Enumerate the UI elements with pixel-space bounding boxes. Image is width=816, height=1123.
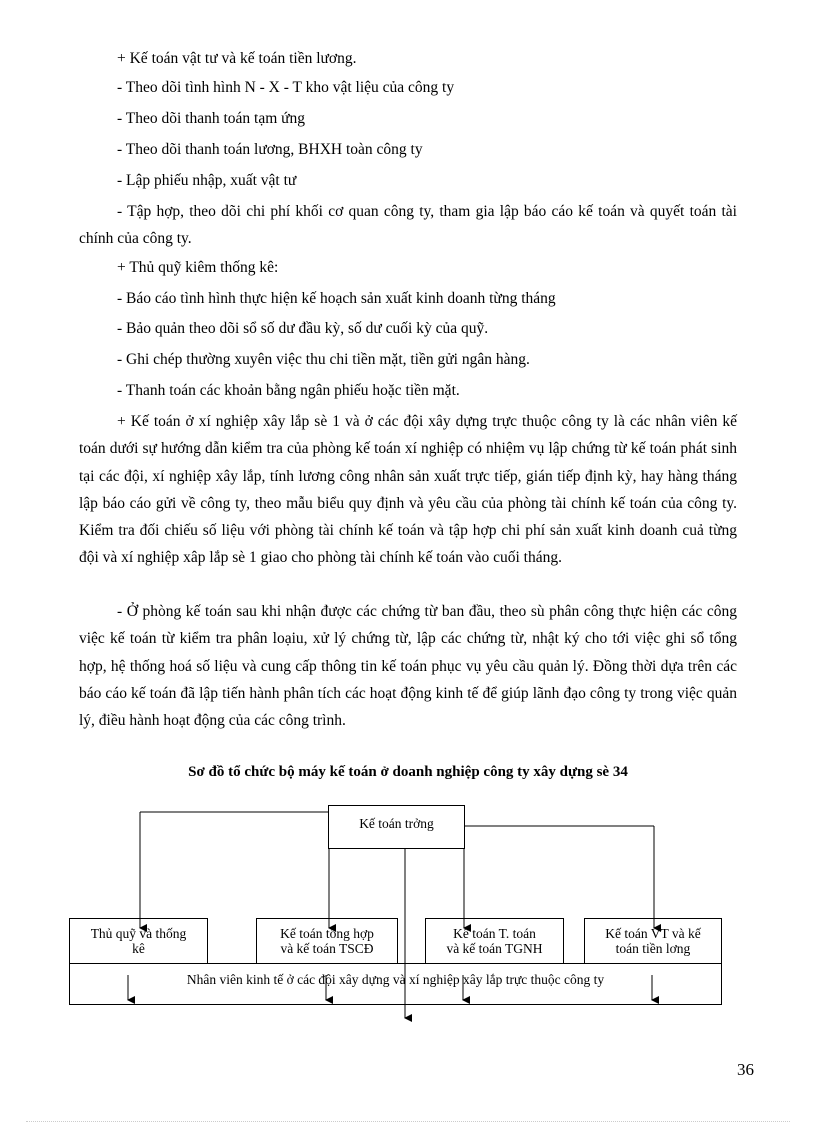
diagram-box-line: kê xyxy=(132,941,145,956)
text-line: - Theo dõi thanh toán lương, BHXH toàn công ty xyxy=(117,141,423,158)
diagram-box-payment xyxy=(425,918,564,964)
diagram-box-line: Kế toán tổng hợp xyxy=(280,926,374,941)
page-bottom-rule xyxy=(26,1121,790,1122)
text-line: - Bảo quản theo dõi sổ số dư đầu kỳ, số dư cuối kỳ của quỹ. xyxy=(117,320,489,337)
diagram-title: Sơ đồ tổ chức bộ máy kế toán ở doanh nghiệp công ty xây dựng sè 34 xyxy=(188,764,628,780)
diagram-box-line: và kế toán TGNH xyxy=(446,941,543,956)
text-line: + Thủ quỹ kiêm thống kê: xyxy=(117,259,279,276)
diagram-box-materials xyxy=(584,918,722,964)
diagram-head-box xyxy=(328,805,465,849)
paragraph: - Tập hợp, theo dõi chi phí khối cơ quan công ty, tham gia lập báo cáo kế toán và quyết toán tài chính của công ty. xyxy=(79,203,737,248)
paragraph: - Ở phòng kế toán sau khi nhận được các chứng từ ban đầu, theo sù phân công thực hiện các công việc kế toán từ kiểm tra phân loạiu, xử lý chứng từ, lập các chứng từ, nhật ký cho tới việc ghi sổ tổng hợp, hệ thống hoá số liệu và cung cấp thông tin kế toán phục vụ yêu cầu quản lý. Đồng thời dựa trên các báo cáo kế toán đã lập tiến hành phân tích các hoạt động kinh tế để giúp lãnh đạo công ty trong việc quản lý, điều hành hoạt động của các công trình. xyxy=(79,603,737,730)
text-line: - Lập phiếu nhập, xuất vật tư xyxy=(117,172,297,189)
paragraph: + Kế toán ở xí nghiệp xây lắp sè 1 và ở các đội xây dựng trực thuộc công ty là các nhân viên kế toán dưới sự hướng dẫn kiểm tra của phòng kế toán xí nghiệp có nhiệm vụ lập chứng từ kế toán phát sinh tại các đội, xí nghiệp xây lắp, tính lương công nhân sản xuất trực tiếp, gián tiếp định kỳ, hay hàng tháng lập báo cáo gửi về công ty, theo mẫu biểu quy định và yêu cầu của phòng tài chính kế toán của công ty. Kiểm tra đối chiếu số liệu với phòng tài chính kế toán và tập hợp chi phí sản xuất kinh doanh cuả từng đội và xí nghiệp xâp lắp sè 1 giao cho phòng tài chính kế toán vào cuối tháng. xyxy=(79,413,737,567)
diagram-bottom-label: Nhân viên kinh tế ở các đội xây dựng và xí nghiệp xây lắp trực thuộc công ty xyxy=(186,972,605,987)
diagram-box-line: Kế toán VT và kế xyxy=(605,926,701,941)
diagram-box-line: Kế toán T. toán xyxy=(453,926,536,941)
text-line: - Ghi chép thường xuyên việc thu chi tiền mặt, tiền gửi ngân hàng. xyxy=(117,351,530,368)
diagram-bottom-box xyxy=(69,963,722,1005)
text-line: - Báo cáo tình hình thực hiện kế hoạch sản xuất kinh doanh từng tháng xyxy=(117,290,556,307)
diagram-head-label: Kế toán trởng xyxy=(359,816,434,831)
diagram-box-line: Thủ quỹ và thống xyxy=(90,926,187,941)
diagram-box-general xyxy=(256,918,398,964)
diagram-box-cashier xyxy=(69,918,208,964)
text-line: + Kế toán vật tư và kế toán tiền lương. xyxy=(117,50,357,67)
diagram-box-line: và kế toán TSCĐ xyxy=(280,941,374,956)
text-line: - Thanh toán các khoản bằng ngân phiếu hoặc tiền mặt. xyxy=(117,382,460,399)
text-line: - Theo dõi thanh toán tạm ứng xyxy=(117,110,306,127)
diagram-box-line: toán tiền lơng xyxy=(615,941,691,956)
text-line: - Theo dõi tình hình N - X - T kho vật liệu của công ty xyxy=(117,79,455,96)
page-number: 36 xyxy=(737,1060,754,1079)
